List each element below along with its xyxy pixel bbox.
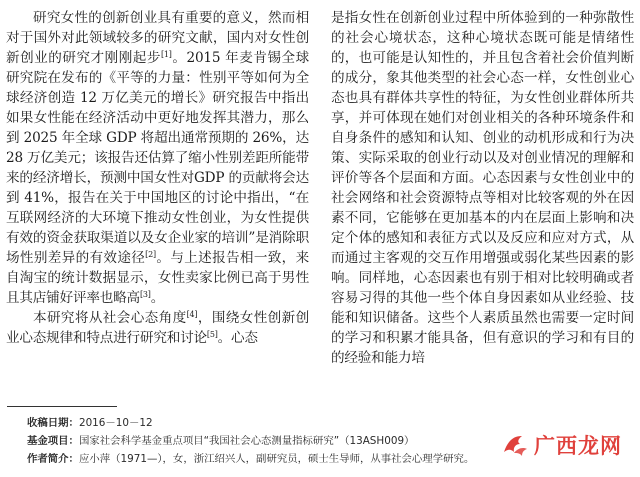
author-label: 作者简介： (27, 453, 79, 465)
text-line: 相对于国外对此领域较多的研究文献，国内对女 (6, 10, 309, 46)
text-line: 况的理解和评价等各个层面和方面。心态因素与 (331, 150, 634, 186)
text-line: 显示，女性卖家比例已高于男性且其店铺好评率 (6, 270, 309, 306)
text-line: 强或弱化某些因素的影响。同样地，心态因素也 (331, 250, 634, 286)
watermark-text: 广西龙网 (534, 434, 622, 458)
text-line: 。心态 (217, 330, 258, 346)
text-line: 性的，也可能是认知性的，并且包含着社会价值判 (331, 30, 634, 66)
paragraph-1 (6, 8, 309, 308)
text-line: 。2015 年麦肯 (171, 50, 268, 66)
text-line: 和行为决策、实际采取的创业行动以及对创业情 (331, 130, 634, 166)
text-line: 断的成分，象其他类型的社会心态一样，女性创业 (331, 50, 634, 86)
received-label: 收稿日期： (27, 417, 79, 429)
text-line: 创业心态规律和特点进行研究和讨论 (6, 310, 309, 346)
text-line: 具备，但有意识的学习和有目的的经验和能力培 (331, 330, 634, 366)
footnote-received (27, 414, 487, 432)
text-line: 个人素质虽然也需要一定时间的学习和积累才能 (331, 310, 635, 346)
citation-ref-2[interactable]: [2] (145, 250, 156, 259)
left-column (6, 8, 309, 348)
text-line: 体自身因素如从业经验、技能和知识储备。这些 (331, 290, 634, 326)
text-line: 径 (131, 250, 146, 266)
received-value: 2016－10－12 (78, 417, 153, 429)
fund-value: 国家社会科学基金重点项目“我国社会心态测量指标研究”（13ASH009） (78, 435, 415, 447)
citation-ref-5[interactable]: [5] (206, 330, 218, 339)
fund-label: 基金项目： (27, 435, 79, 447)
paragraph-2 (6, 308, 309, 348)
text-line: 。 (150, 290, 165, 306)
text-line: 性创新创业的研究才刚刚起步 (6, 30, 309, 66)
text-line: GDP 的贡献将会达到 41%，报告在关于中国地区 (6, 170, 309, 206)
text-line: 性的社会心境状态，这种心境状态既可能是情绪 (331, 10, 634, 46)
text-line: 期的 26%，达 28 万亿美元；该报告还估算了缩小 (6, 130, 309, 166)
footnotes (27, 414, 487, 468)
text-line: 本研究将从社会心态角度 (33, 310, 187, 326)
text-line: 如何为全球经济创造 12 万亿美元的增长》研究 (6, 70, 309, 106)
text-line: 心态也具有群体共享性的特征，为女性创业群体 (331, 70, 634, 106)
text-line: 较客观的外在因素不同，它能够在更加基本的内 (331, 190, 634, 226)
watermark (500, 430, 622, 460)
text-line: 研究女性的创新创业具有重要的意义，然而 (33, 10, 296, 26)
text-line: 性别差距所能带来的经济增长，预测中国女性对 (6, 150, 310, 186)
footnote-divider (7, 406, 117, 407)
citation-ref-4[interactable]: [4] (186, 310, 198, 319)
text-line: 也略高 (99, 290, 140, 306)
text-line: 报告中指出如果女性能在经济活动中更好地发挥 (6, 90, 310, 126)
citation-ref-1[interactable]: [1] (161, 50, 172, 59)
footnote-fund (27, 432, 487, 450)
text-line: 。与上述报告相一致，来自淘宝的统计数据 (6, 250, 309, 286)
text-line: 是指女性在创新创业过程中所体验到的一种弥散 (331, 10, 621, 26)
author-value: 应小萍（1971—），女，浙江绍兴人，副研究员，硕士生导师，从事社会心理学研究。 (78, 453, 475, 465)
text-line: 女性创业中的社会网络和社会资源特点等相对比 (331, 170, 634, 206)
text-line: 有别于相对比较明确或者容易习得的其他一些个 (331, 270, 634, 306)
text-line: 锡全球研究院在发布的《平等的力量：性别平等 (6, 50, 309, 86)
text-line: 反应和应对方式，从而通过主客观的交互作用增 (331, 230, 634, 266)
text-line: 的讨论中指出，“在互联网经济的大环境下推动 (6, 190, 309, 226)
text-line: 其潜力，那么到 2025 年全球 GDP 将超出通常预 (6, 110, 309, 146)
text-line: 所共享，并可体现在她们对创业相关的各种环境 (331, 90, 634, 126)
dragon-logo-icon (500, 430, 530, 460)
text-line: ，围绕女性创新 (197, 310, 296, 326)
citation-ref-3[interactable]: [3] (139, 290, 151, 299)
text-line: 女企业家的培训”是消除职场性别差异的有效途 (6, 230, 309, 266)
text-line: 条件和自身条件的感知和认知、创业的动机形成 (331, 110, 634, 146)
text-line: 在层面上影响和决定个体的感知和表征方式以及 (331, 210, 635, 246)
footnote-author (27, 450, 487, 468)
paragraph-3 (331, 8, 634, 368)
right-column (331, 8, 634, 368)
text-line: 女性创业，为女性提供有效的资金获取渠道以及 (6, 210, 309, 246)
